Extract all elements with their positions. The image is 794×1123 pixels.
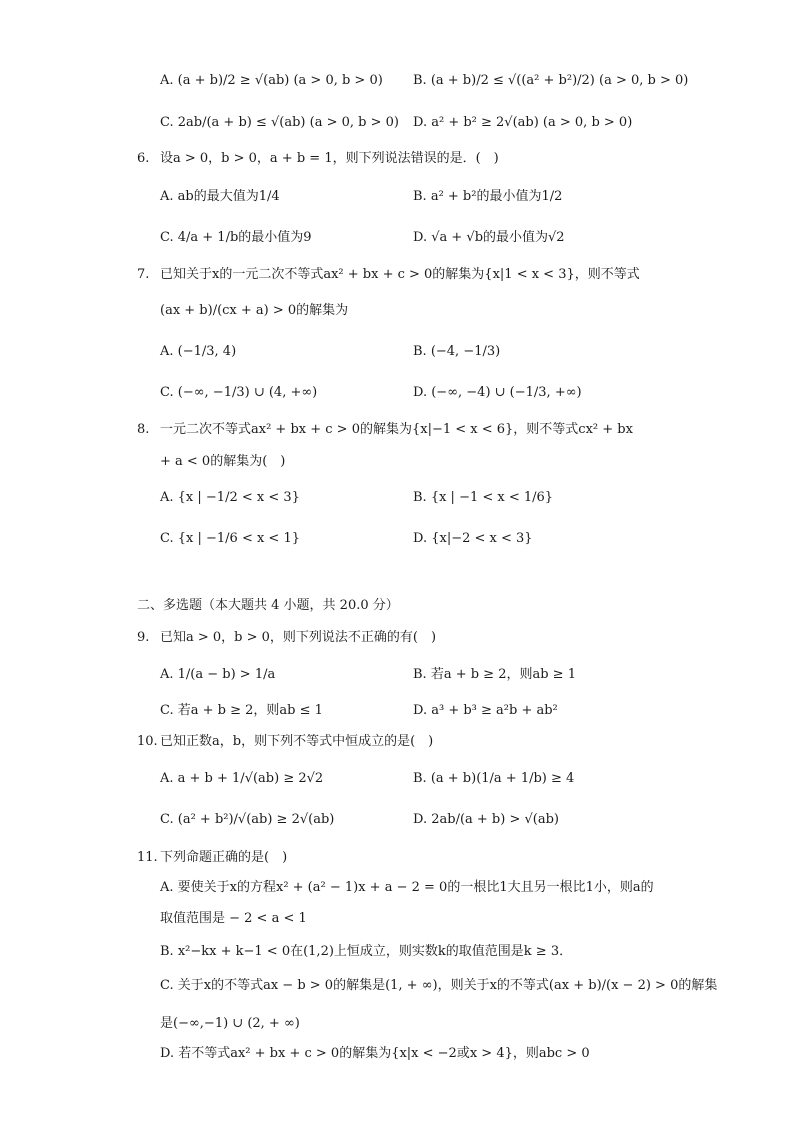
q8-stem-line2: + a < 0的解集为( ) — [160, 454, 286, 469]
q6-option-b: B. a² + b²的最小值为1/2 — [413, 189, 563, 204]
q7-stem-line2: (ax + b)/(cx + a) > 0的解集为 — [160, 303, 349, 318]
q11-option-a-line2: 取值范围是 − 2 < a < 1 — [160, 911, 307, 926]
q6-option-c: C. 4/a + 1/b的最小值为9 — [160, 230, 312, 245]
q5-option-c: C. 2ab/(a + b) ≤ √(ab) (a > 0, b > 0) — [160, 115, 399, 130]
q11-option-c-line2: 是(−∞,−1) ∪ (2, + ∞) — [160, 1016, 300, 1031]
q8-option-b: B. {x | −1 < x < 1/6} — [413, 490, 554, 505]
q10-option-c: C. (a² + b²)/√(ab) ≥ 2√(ab) — [160, 812, 335, 827]
q11-stem: 下列命题正确的是( ) — [160, 850, 288, 865]
q10-option-b: B. (a + b)(1/a + 1/b) ≥ 4 — [413, 771, 575, 786]
q11-option-c-line1: C. 关于x的不等式ax − b > 0的解集是(1, + ∞)，则关于x的不等式(ax + b)/(x − 2) > 0的解集 — [160, 978, 718, 993]
q5-option-b: B. (a + b)/2 ≤ √((a² + b²)/2) (a > 0, b > 0) — [413, 73, 689, 88]
q8-option-d: D. {x|−2 < x < 3} — [413, 531, 533, 546]
section-heading: 二、多选题（本大题共 4 小题，共 20.0 分） — [137, 598, 399, 613]
q6-option-a: A. ab的最大值为1/4 — [160, 189, 280, 204]
q8-stem-line1: 一元二次不等式ax² + bx + c > 0的解集为{x|−1 < x < 6}，则不等式cx² + bx — [160, 422, 633, 437]
q10-number: 10. — [137, 734, 158, 749]
q7-stem-line1: 已知关于x的一元二次不等式ax² + bx + c > 0的解集为{x|1 < x < 3}，则不等式 — [160, 267, 640, 282]
q8-number: 8. — [137, 422, 150, 437]
q11-option-a-line1: A. 要使关于x的方程x² + (a² − 1)x + a − 2 = 0的一根比1大且另一根比1小，则a的 — [160, 880, 654, 895]
q9-number: 9. — [137, 630, 150, 645]
q9-option-b: B. 若a + b ≥ 2，则ab ≥ 1 — [413, 667, 576, 682]
q7-number: 7. — [137, 267, 150, 282]
q10-option-a: A. a + b + 1/√(ab) ≥ 2√2 — [160, 771, 324, 786]
q9-option-a: A. 1/(a − b) > 1/a — [160, 667, 276, 682]
q11-option-d: D. 若不等式ax² + bx + c > 0的解集为{x|x < −2或x > 4}，则abc > 0 — [160, 1046, 590, 1061]
q6-stem: 设a > 0，b > 0，a + b = 1，则下列说法错误的是．( ) — [160, 151, 499, 166]
q8-option-a: A. {x | −1/2 < x < 3} — [160, 490, 300, 505]
q10-option-d: D. 2ab/(a + b) > √(ab) — [413, 812, 559, 827]
q7-option-c: C. (−∞, −1/3) ∪ (4, +∞) — [160, 385, 318, 400]
q10-stem: 已知正数a，b，则下列不等式中恒成立的是( ) — [160, 734, 434, 749]
q6-option-d: D. √a + √b的最小值为√2 — [413, 230, 565, 245]
q11-option-b: B. x²−kx + k−1 < 0在(1,2)上恒成立，则实数k的取值范围是k ≥ 3． — [160, 944, 573, 959]
q6-number: 6. — [137, 151, 150, 166]
q11-number: 11. — [137, 850, 158, 865]
q8-option-c: C. {x | −1/6 < x < 1} — [160, 531, 300, 546]
q9-stem: 已知a > 0，b > 0，则下列说法不正确的有( ) — [160, 630, 437, 645]
q7-option-d: D. (−∞, −4) ∪ (−1/3, +∞) — [413, 385, 582, 400]
q9-option-d: D. a³ + b³ ≥ a²b + ab² — [413, 703, 558, 718]
q7-option-a: A. (−1/3, 4) — [160, 344, 237, 359]
q7-option-b: B. (−4, −1/3) — [413, 344, 501, 359]
q9-option-c: C. 若a + b ≥ 2，则ab ≤ 1 — [160, 703, 323, 718]
q5-option-a: A. (a + b)/2 ≥ √(ab) (a > 0, b > 0) — [160, 73, 383, 88]
q5-option-d: D. a² + b² ≥ 2√(ab) (a > 0, b > 0) — [413, 115, 633, 130]
